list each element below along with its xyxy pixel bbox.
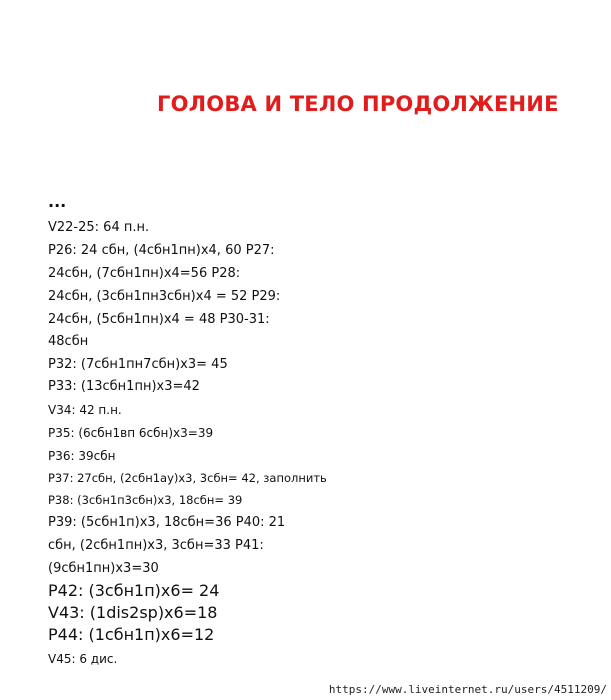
text-line: 48сбн	[48, 334, 89, 349]
text-line: P32: (7сбн1пн7сбн)x3= 45	[48, 357, 228, 372]
text-line: сбн, (2сбн1пн)x3, 3сбн=33 P41:	[48, 538, 264, 553]
text-line: P44: (1сбн1п)x6=12	[48, 625, 215, 644]
text-line: P42: (3сбн1п)x6= 24	[48, 581, 220, 600]
text-line: 24сбн, (3сбн1пн3сбн)x4 = 52 P29:	[48, 289, 281, 304]
text-line: P38: (3сбн1п3сбн)x3, 18сбн= 39	[48, 493, 243, 507]
text-line: 24сбн, (5сбн1пн)x4 = 48 P30-31:	[48, 312, 270, 327]
text-line: V22-25: 64 п.н.	[48, 220, 150, 235]
page-title: ГОЛОВА И ТЕЛО ПРОДОЛЖЕНИЕ	[157, 92, 559, 116]
text-line: V43: (1dis2sp)x6=18	[48, 603, 218, 622]
text-line: 24сбн, (7сбн1пн)x4=56 P28:	[48, 266, 241, 281]
text-line: P37: 27сбн, (2сбн1ау)x3, 3сбн= 42, заполнить	[48, 471, 327, 485]
text-line: P33: (13сбн1пн)x3=42	[48, 379, 200, 394]
text-line: P39: (5сбн1п)x3, 18сбн=36 P40: 21	[48, 515, 286, 530]
text-line: V34: 42 п.н.	[48, 403, 122, 417]
text-line: P36: 39сбн	[48, 449, 116, 463]
watermark-url: https://www.liveinternet.ru/users/4511209/	[328, 683, 607, 696]
text-line: P26: 24 сбн, (4сбн1пн)x4, 60 P27:	[48, 243, 275, 258]
text-line-ellipsis: ...	[48, 192, 67, 211]
text-line: V45: 6 дис.	[48, 652, 118, 666]
text-line: (9сбн1пн)x3=30	[48, 561, 159, 576]
text-line: P35: (6сбн1вп 6сбн)x3=39	[48, 426, 214, 440]
